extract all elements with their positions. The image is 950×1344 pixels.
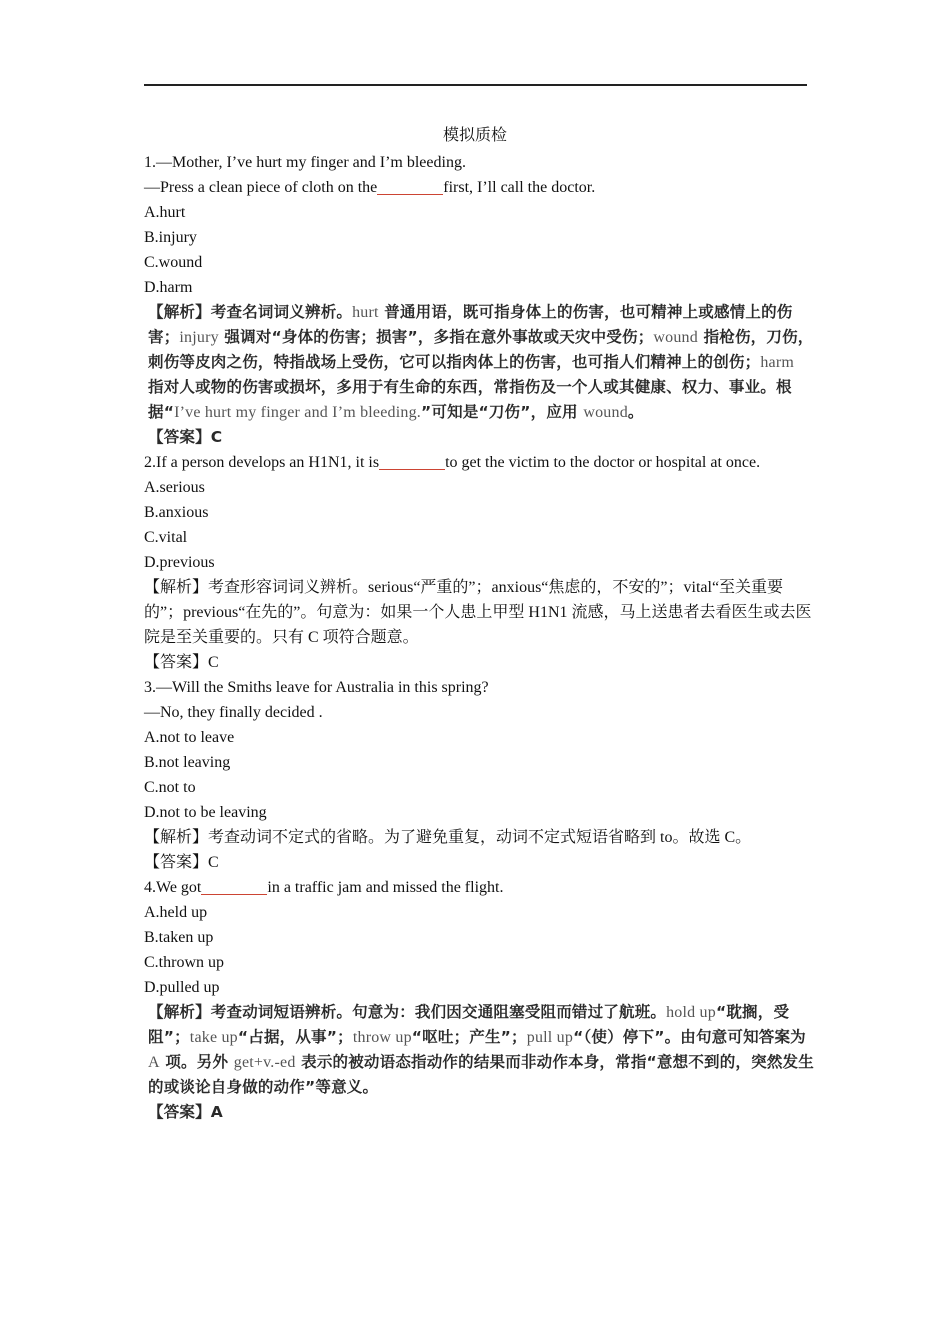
answer-blank: [379, 453, 445, 470]
question-stem: —No, they finally decided .: [144, 704, 323, 721]
question-4: [144, 875, 814, 1125]
question-stem: 1.—Mother, I’ve hurt my finger and I’m bleeding.: [144, 154, 466, 171]
option-c: C.vital: [144, 529, 188, 546]
stem-text: to get the victim to the doctor or hospital at once.: [445, 454, 761, 471]
option-a: A.serious: [144, 479, 205, 496]
analysis: 【解析】考查形容词词义辨析。serious“严重的”；anxious“焦虑的，不安的”；vital“至关重要的”；previous“在先的”。句意为：如果一个人患上甲型 H1N1 流感，马上送患者去看医生或去医院是至关重要的。只有 C 项符合题意。: [144, 579, 812, 646]
option-d: D.harm: [144, 279, 193, 296]
option-d: D.pulled up: [144, 979, 220, 996]
stem-text: 4.We got: [144, 879, 202, 896]
answer: 【答案】C: [148, 428, 223, 446]
option-c: C.wound: [144, 254, 203, 271]
option-c: C.thrown up: [144, 954, 224, 971]
answer: 【答案】C: [144, 654, 219, 671]
answer: 【答案】A: [148, 1103, 223, 1121]
option-a: A.not to leave: [144, 729, 235, 746]
answer-blank: [201, 878, 267, 895]
option-a: A.hurt: [144, 204, 186, 221]
analysis: 【解析】考查动词不定式的省略。为了避免重复，动词不定式短语省略到 to。故选 C。: [144, 829, 752, 846]
question-stem: 3.—Will the Smiths leave for Australia in this spring?: [144, 679, 489, 696]
option-b: B.taken up: [144, 929, 214, 946]
option-c: C.not to: [144, 779, 196, 796]
answer-blank: [377, 178, 443, 195]
option-a: A.held up: [144, 904, 208, 921]
page-title: 模拟质检: [442, 127, 507, 144]
question-stem: [144, 175, 814, 200]
question-stem: [144, 875, 814, 900]
question-3: [144, 675, 814, 875]
analysis: 【解析】考查名词词义辨析。hurt 普通用语，既可指身体上的伤害，也可精神上或感情上的伤害；injury 强调对“身体的伤害；损害”，多指在意外事故或天灾中受伤；wound 指枪伤，刀伤，刺伤等皮肉之伤，特指战场上受伤，它可以指肉体上的伤害，也可指人们精神上的创伤；harm 指对人或物的伤害或损坏，多用于有生命的东西，常指伤及一个人或其健康、权力、事业。根据“I’ve hurt my finger and I’m bleeding.”可知是“刀伤”，应用 wound。: [148, 303, 814, 421]
option-b: B.anxious: [144, 504, 209, 521]
question-1: [144, 150, 814, 450]
document-body: [144, 150, 814, 1125]
answer: 【答案】C: [144, 854, 219, 871]
stem-text: first, I’ll call the doctor.: [443, 179, 596, 196]
header-rule: [144, 84, 807, 86]
option-b: B.not leaving: [144, 754, 231, 771]
stem-text: in a traffic jam and missed the flight.: [267, 879, 504, 896]
option-d: D.not to be leaving: [144, 804, 267, 821]
analysis: 【解析】考查动词短语辨析。句意为：我们因交通阻塞受阻而错过了航班。hold up“耽搁，受阻”；take up“占据，从事”；throw up“呕吐；产生”；pull up“（使）停下”。由句意可知答案为 A 项。另外 get+v.-ed 表示的被动语态指动作的结果而非动作本身，常指“意想不到的，突然发生的或谈论自身做的动作”等意义。: [148, 1003, 814, 1096]
stem-text: 2.If a person develops an H1N1, it is: [144, 454, 380, 471]
question-stem: [144, 450, 814, 475]
question-2: [144, 450, 814, 675]
option-b: B.injury: [144, 229, 197, 246]
stem-text: —Press a clean piece of cloth on the: [144, 179, 378, 196]
option-d: D.previous: [144, 554, 215, 571]
